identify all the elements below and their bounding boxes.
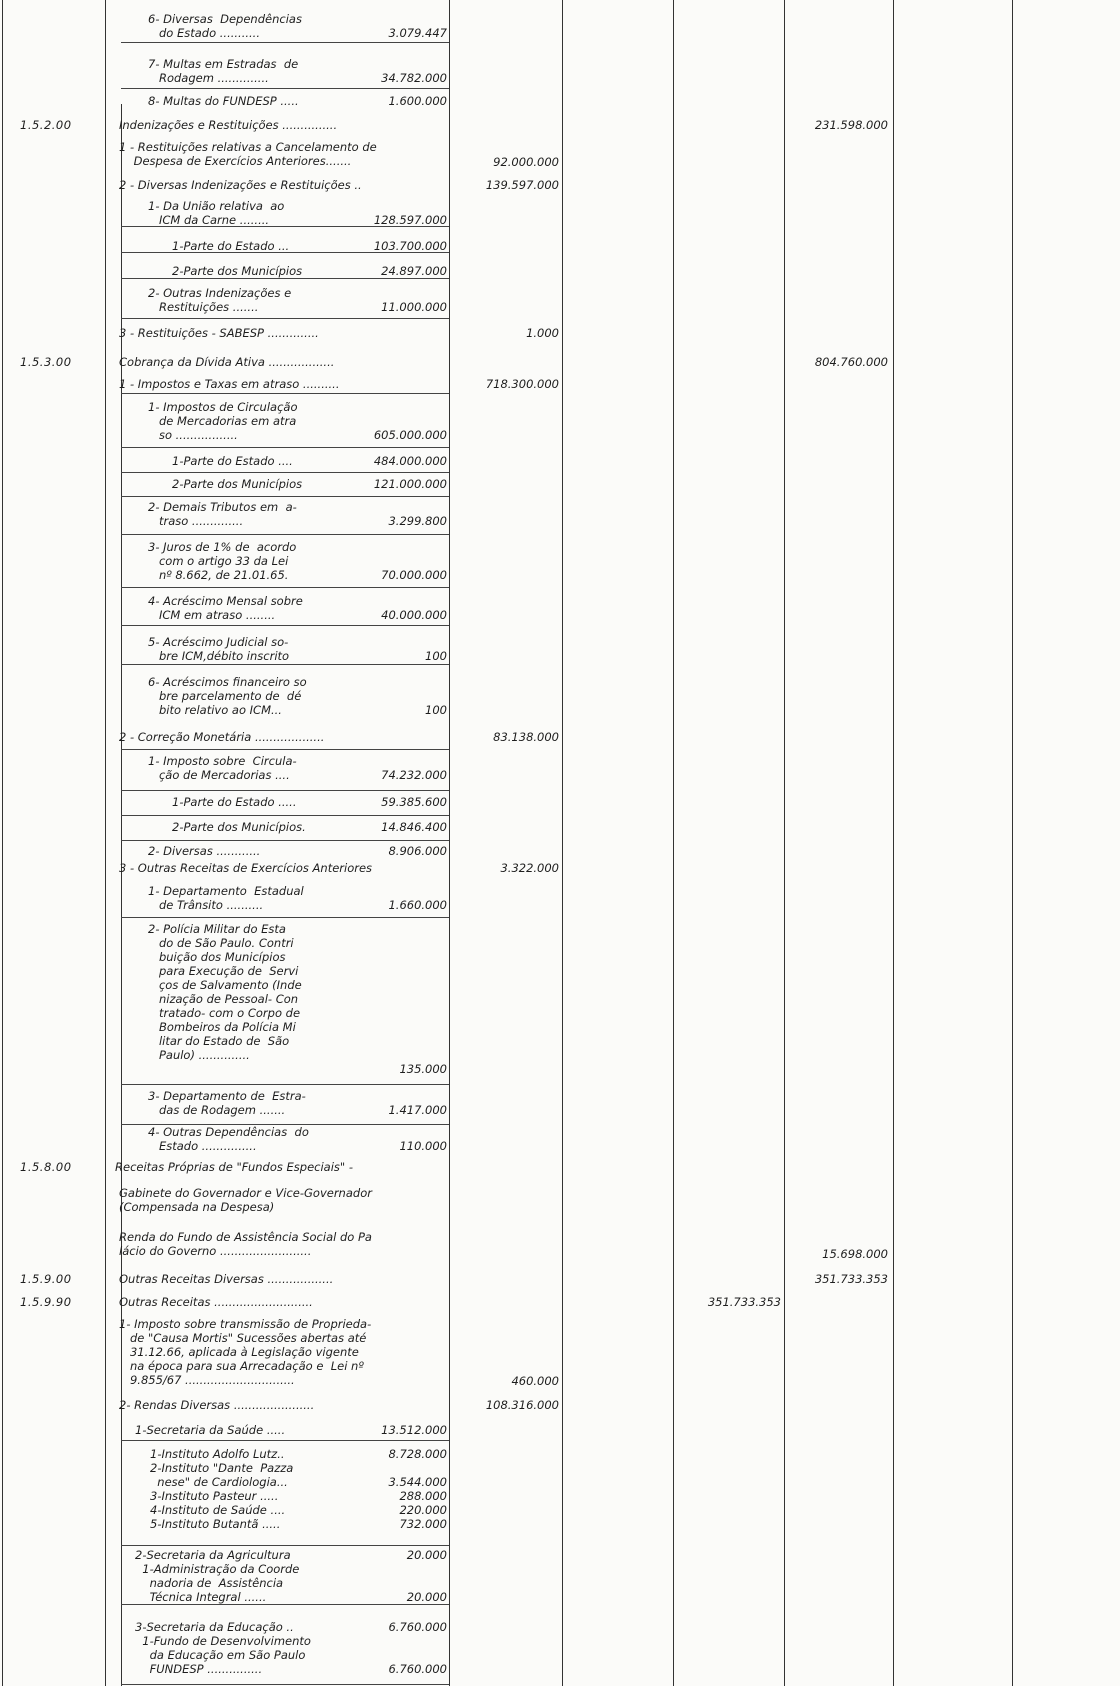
group-amount: 92.000.000 [493,155,559,169]
line-item-description: 2- Polícia Militar do Esta do de São Paulo. Contri buição dos Municípios para Execução de Servi ços de Salvamento (Inde nização de Pessoal- Con tratado- com o Corpo de Bombeiros da Polícia Mi litar do Estado de São Paulo) .............. [148,922,302,1062]
sub-amount: 605.000.000 [373,428,447,442]
row-rule [121,393,449,394]
column-rule [784,0,785,1686]
line-item-description: 1- Da União relativa ao ICM da Carne ........ [148,199,285,227]
column-rule [893,0,894,1686]
row-rule [121,278,449,279]
column-rule [673,0,674,1686]
row-rule [121,447,449,448]
line-item-description: 4- Acréscimo Mensal sobre ICM em atraso ........ [148,594,303,622]
sub-amount: 8.906.000 [388,844,447,858]
row-rule [121,42,449,43]
sub-amount: 110.000 [399,1139,447,1153]
line-item-description: 1- Impostos de Circulação de Mercadorias em atra so ................. [148,400,298,442]
line-item-description: 1- Imposto sobre transmissão de Proprieda- de "Causa Mortis" Sucessões abertas até 31.12.66, aplicada à Legislação vigente na época para sua Arrecadação e Lei nº 9.855/67 .............................. [119,1317,372,1387]
line-item-description: Renda do Fundo de Assistência Social do Pa lácio do Governo ......................... [119,1230,372,1258]
line-item-description: 4- Outras Dependências do Estado ............... [148,1125,309,1153]
row-rule [121,1684,449,1685]
column-rule [449,0,450,1686]
line-item-description: 8- Multas do FUNDESP ..... [148,94,299,108]
line-item-description: Cobrança da Dívida Ativa .................. [119,355,335,369]
sub-amount: 11.000.000 [381,300,447,314]
column-rule [105,0,106,1686]
row-rule [121,587,449,588]
sub-amount: 128.597.000 [373,213,447,227]
line-item-description: 2-Parte dos Municípios [172,264,303,278]
group-amount: 139.597.000 [485,178,559,192]
line-item-description: 2- Rendas Diversas ...................... [119,1398,315,1412]
sub-amount: 1.417.000 [388,1103,447,1117]
sub-amount: 70.000.000 [381,568,447,582]
line-item-description: 6- Diversas Dependências do Estado ........... [148,12,302,40]
line-item-description: 2-Parte dos Municípios. [172,820,306,834]
account-amount: 351.733.353 [707,1295,781,1309]
row-rule [121,472,449,473]
line-item-description: 3- Juros de 1% de acordo com o artigo 33 da Lei nº 8.662, de 21.01.65. [148,540,297,582]
sub-amount: 6.760.000 6.760.000 [388,1620,447,1676]
group-amount: 3.322.000 [500,861,559,875]
group-amount: 83.138.000 [493,730,559,744]
column-rule [562,0,563,1686]
column-rule [1012,0,1013,1686]
sub-amount: 14.846.400 [381,820,447,834]
sub-amount: 121.000.000 [373,477,447,491]
column-rule [121,104,122,1686]
sub-amount: 100 [425,703,447,717]
sub-amount: 24.897.000 [381,264,447,278]
row-rule [121,88,449,89]
line-item-description: 7- Multas em Estradas de Rodagem .............. [148,57,299,85]
line-item-description: 1- Departamento Estadual de Trânsito .......... [148,884,304,912]
account-code: 1.5.9.00 [20,1272,72,1286]
sub-amount: 8.728.000 3.544.000 288.000 220.000 732.000 [388,1447,447,1531]
sub-amount: 20.000 20.000 [406,1548,447,1604]
line-item-description: 1 - Impostos e Taxas em atraso .......... [119,377,340,391]
line-item-description: 1-Parte do Estado ... [172,239,290,253]
sub-amount: 1.600.000 [388,94,447,108]
line-item-description: 2- Diversas ............ [148,844,261,858]
sub-amount: 34.782.000 [381,71,447,85]
sub-amount: 74.232.000 [381,768,447,782]
account-code: 1.5.2.00 [20,118,72,132]
line-item-description: 6- Acréscimos financeiro so bre parcelamento de dé bito relativo ao ICM... [148,675,307,717]
line-item-description: 2-Parte dos Municípios [172,477,303,491]
row-rule [121,790,449,791]
account-total: 15.698.000 [822,1247,888,1261]
sub-amount: 40.000.000 [381,608,447,622]
group-amount: 718.300.000 [485,377,559,391]
line-item-description: 3- Departamento de Estra- das de Rodagem ....... [148,1089,306,1117]
sub-amount: 59.385.600 [381,795,447,809]
row-rule [121,318,449,319]
row-rule [121,749,449,750]
line-item-description: 1-Instituto Adolfo Lutz.. 2-Instituto "Dante Pazza nese" de Cardiologia... 3-Instituto Pasteur ..... 4-Instituto de Saúde .... 5-Instituto Butantã ..... [150,1447,294,1531]
account-code: 1.5.3.00 [20,355,72,369]
line-item-description: Outras Receitas ........................... [119,1295,313,1309]
account-total: 804.760.000 [814,355,888,369]
line-item-description: 3 - Outras Receitas de Exercícios Anteriores [119,861,373,875]
line-item-description: Gabinete do Governador e Vice-Governador (Compensada na Despesa) [119,1186,372,1214]
line-item-description: 1- Imposto sobre Circula- ção de Mercadorias .... [148,754,297,782]
group-amount: 460.000 [511,1374,559,1388]
line-item-description: 1 - Restituições relativas a Cancelamento de Despesa de Exercícios Anteriores....... [119,140,377,168]
row-rule [121,1545,449,1546]
account-total: 351.733.353 [814,1272,888,1286]
line-item-description: 1-Secretaria da Saúde ..... [135,1423,286,1437]
line-item-description: 1-Parte do Estado ..... [172,795,297,809]
sub-amount: 484.000.000 [373,454,447,468]
sub-amount: 3.079.447 [388,26,447,40]
sub-amount: 103.700.000 [373,239,447,253]
line-item-description: 3 - Restituições - SABESP .............. [119,326,319,340]
line-item-description: 2- Outras Indenizações e Restituições ....... [148,286,292,314]
line-item-description: Outras Receitas Diversas .................. [119,1272,334,1286]
account-code: 1.5.8.00 [20,1160,72,1174]
line-item-description: 2 - Correção Monetária ................... [119,730,325,744]
line-item-description: Receitas Próprias de "Fundos Especiais" - [115,1160,353,1174]
sub-amount: 1.660.000 [388,898,447,912]
line-item-description: 2 - Diversas Indenizações e Restituições .. [119,178,362,192]
row-rule [121,917,449,918]
line-item-description: 5- Acréscimo Judicial so- bre ICM,débito inscrito [148,635,290,663]
sub-amount: 3.299.800 [388,514,447,528]
row-rule [121,1604,449,1605]
row-rule [121,534,449,535]
line-item-description: 2- Demais Tributos em a- traso .............. [148,500,297,528]
sub-amount: 13.512.000 [381,1423,447,1437]
row-rule [121,664,449,665]
row-rule [121,815,449,816]
account-total: 231.598.000 [814,118,888,132]
line-item-description: 2-Secretaria da Agricultura 1-Administração da Coorde nadoria de Assistência Técnica Integral ...... [135,1548,300,1604]
row-rule [121,625,449,626]
row-rule [121,496,449,497]
line-item-description: 1-Parte do Estado .... [172,454,293,468]
line-item-description: 3-Secretaria da Educação .. 1-Fundo de Desenvolvimento da Educação em São Paulo FUNDESP ............... [135,1620,311,1676]
sub-amount: 135.000 [399,1062,447,1076]
sub-amount: 100 [425,649,447,663]
row-rule [121,840,449,841]
account-code: 1.5.9.90 [20,1295,72,1309]
line-item-description: Indenizações e Restituições ............... [119,118,338,132]
row-rule [121,1440,449,1441]
group-amount: 1.000 [526,326,559,340]
group-amount: 108.316.000 [485,1398,559,1412]
column-rule [2,0,3,1686]
row-rule [121,1084,449,1085]
